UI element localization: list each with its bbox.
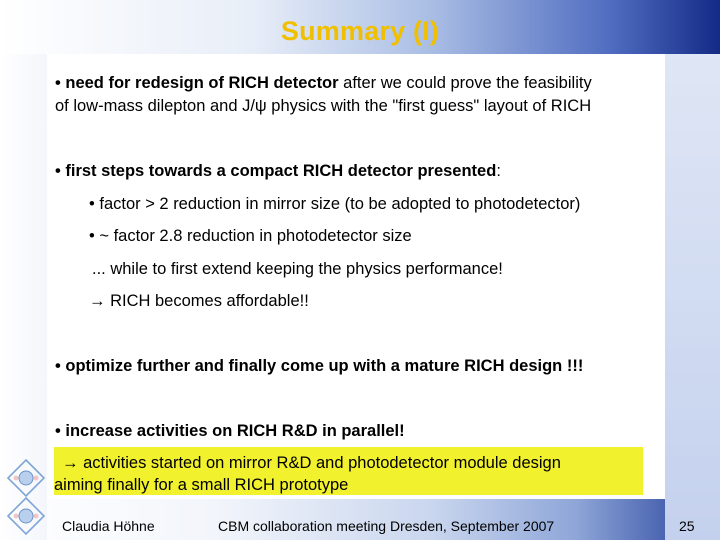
bullet-first-steps	[55, 162, 501, 181]
sub-physics-performance: ... while to first extend keeping the physics performance!	[92, 260, 503, 278]
cbm-logo-icon	[4, 458, 48, 536]
bullet-redesign-rest: after we could prove the feasibility	[338, 74, 592, 92]
bullet-optimize: • optimize further and finally come up with a mature RICH design !!!	[55, 357, 584, 375]
bullet-redesign-line2: of low-mass dilepton and J/ψ physics with the "first guess" layout of RICH	[55, 97, 592, 115]
footer-page-number: 25	[679, 518, 695, 534]
sub-photodetector-size: • ~ factor 2.8 reduction in photodetector size	[89, 227, 412, 245]
bullet-first-steps-bold: • first steps towards a compact RICH detector presented	[55, 162, 497, 180]
highlight-line2: aiming finally for a small RICH prototype	[54, 476, 349, 494]
bullet-redesign-bold: • need for redesign of RICH detector	[55, 74, 339, 92]
bullet-first-steps-rest: :	[496, 162, 501, 180]
bullet-redesign	[55, 74, 592, 93]
footer-event: CBM collaboration meeting Dresden, September 2007	[218, 518, 555, 534]
bullet-rnd: • increase activities on RICH R&D in parallel!	[55, 422, 405, 440]
right-band	[665, 54, 720, 540]
slide-title: Summary (I)	[280, 16, 440, 46]
sub-affordable: → RICH becomes affordable!!	[89, 292, 309, 310]
highlight-line1: → activities started on mirror R&D and photodetector module design	[62, 454, 561, 472]
footer-author: Claudia Höhne	[62, 518, 155, 534]
sub-mirror-size: • factor > 2 reduction in mirror size (to be adopted to photodetector)	[89, 195, 581, 213]
